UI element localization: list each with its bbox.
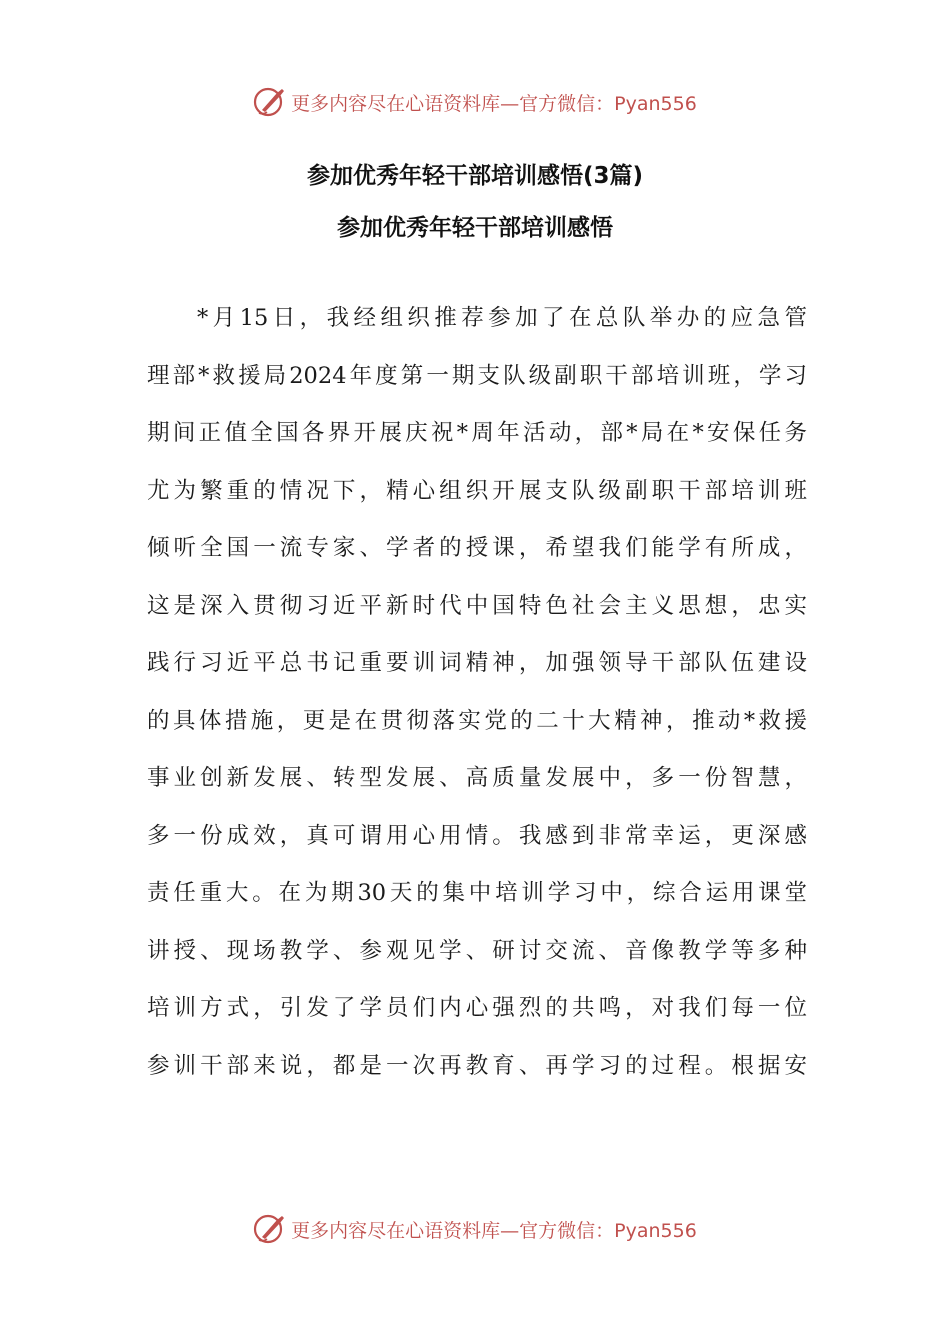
paragraph-line: 尤为繁重的情况下，精心组织开展支队级副职干部培训班 <box>147 477 807 504</box>
header-banner <box>0 82 950 122</box>
footer-banner-text: 更多内容尽在心语资料库—官方微信：Pyan556 <box>291 1219 697 1242</box>
paragraph-line: 事业创新发展、转型发展、高质量发展中，多一份智慧， <box>147 765 807 791</box>
body-paragraph <box>147 290 807 1095</box>
paragraph-line: 的具体措施，更是在贯彻落实党的二十大精神，推动*救援 <box>147 707 807 734</box>
paragraph-line: 理部*救援局2024年度第一期支队级副职干部培训班，学习 <box>147 362 807 389</box>
paragraph-line: 践行习近平总书记重要训词精神，加强领导干部队伍建设 <box>147 650 807 676</box>
header-banner-text: 更多内容尽在心语资料库—官方微信：Pyan556 <box>291 92 697 115</box>
footer-wechat-id: Pyan556 <box>614 1219 697 1242</box>
document-title: 参加优秀年轻干部培训感悟(3篇) <box>306 163 644 189</box>
paragraph-line: 参训干部来说，都是一次再教育、再学习的过程。根据安 <box>147 1052 807 1079</box>
paragraph-line: 责任重大。在为期30天的集中培训学习中，综合运用课堂 <box>147 880 807 906</box>
pen-logo-icon <box>253 85 287 119</box>
paragraph-line: 讲授、现场教学、参观见学、研讨交流、音像教学等多种 <box>147 937 807 964</box>
footer-banner <box>0 1209 950 1249</box>
paragraph-line: 期间正值全国各界开展庆祝*周年活动，部*局在*安保任务 <box>147 420 807 446</box>
header-wechat-id: Pyan556 <box>614 92 697 115</box>
paragraph-line: *月15日，我经组织推荐参加了在总队举办的应急管 <box>197 305 807 331</box>
paragraph-line: 这是深入贯彻习近平新时代中国特色社会主义思想，忠实 <box>147 592 807 619</box>
pen-logo-icon <box>253 1212 287 1246</box>
paragraph-line: 倾听全国一流专家、学者的授课，希望我们能学有所成， <box>147 535 807 561</box>
paragraph-line: 多一份成效，真可谓用心用情。我感到非常幸运，更深感 <box>147 822 807 849</box>
paragraph-line: 培训方式，引发了学员们内心强烈的共鸣，对我们每一位 <box>147 995 807 1021</box>
document-subtitle: 参加优秀年轻干部培训感悟 <box>337 215 613 241</box>
